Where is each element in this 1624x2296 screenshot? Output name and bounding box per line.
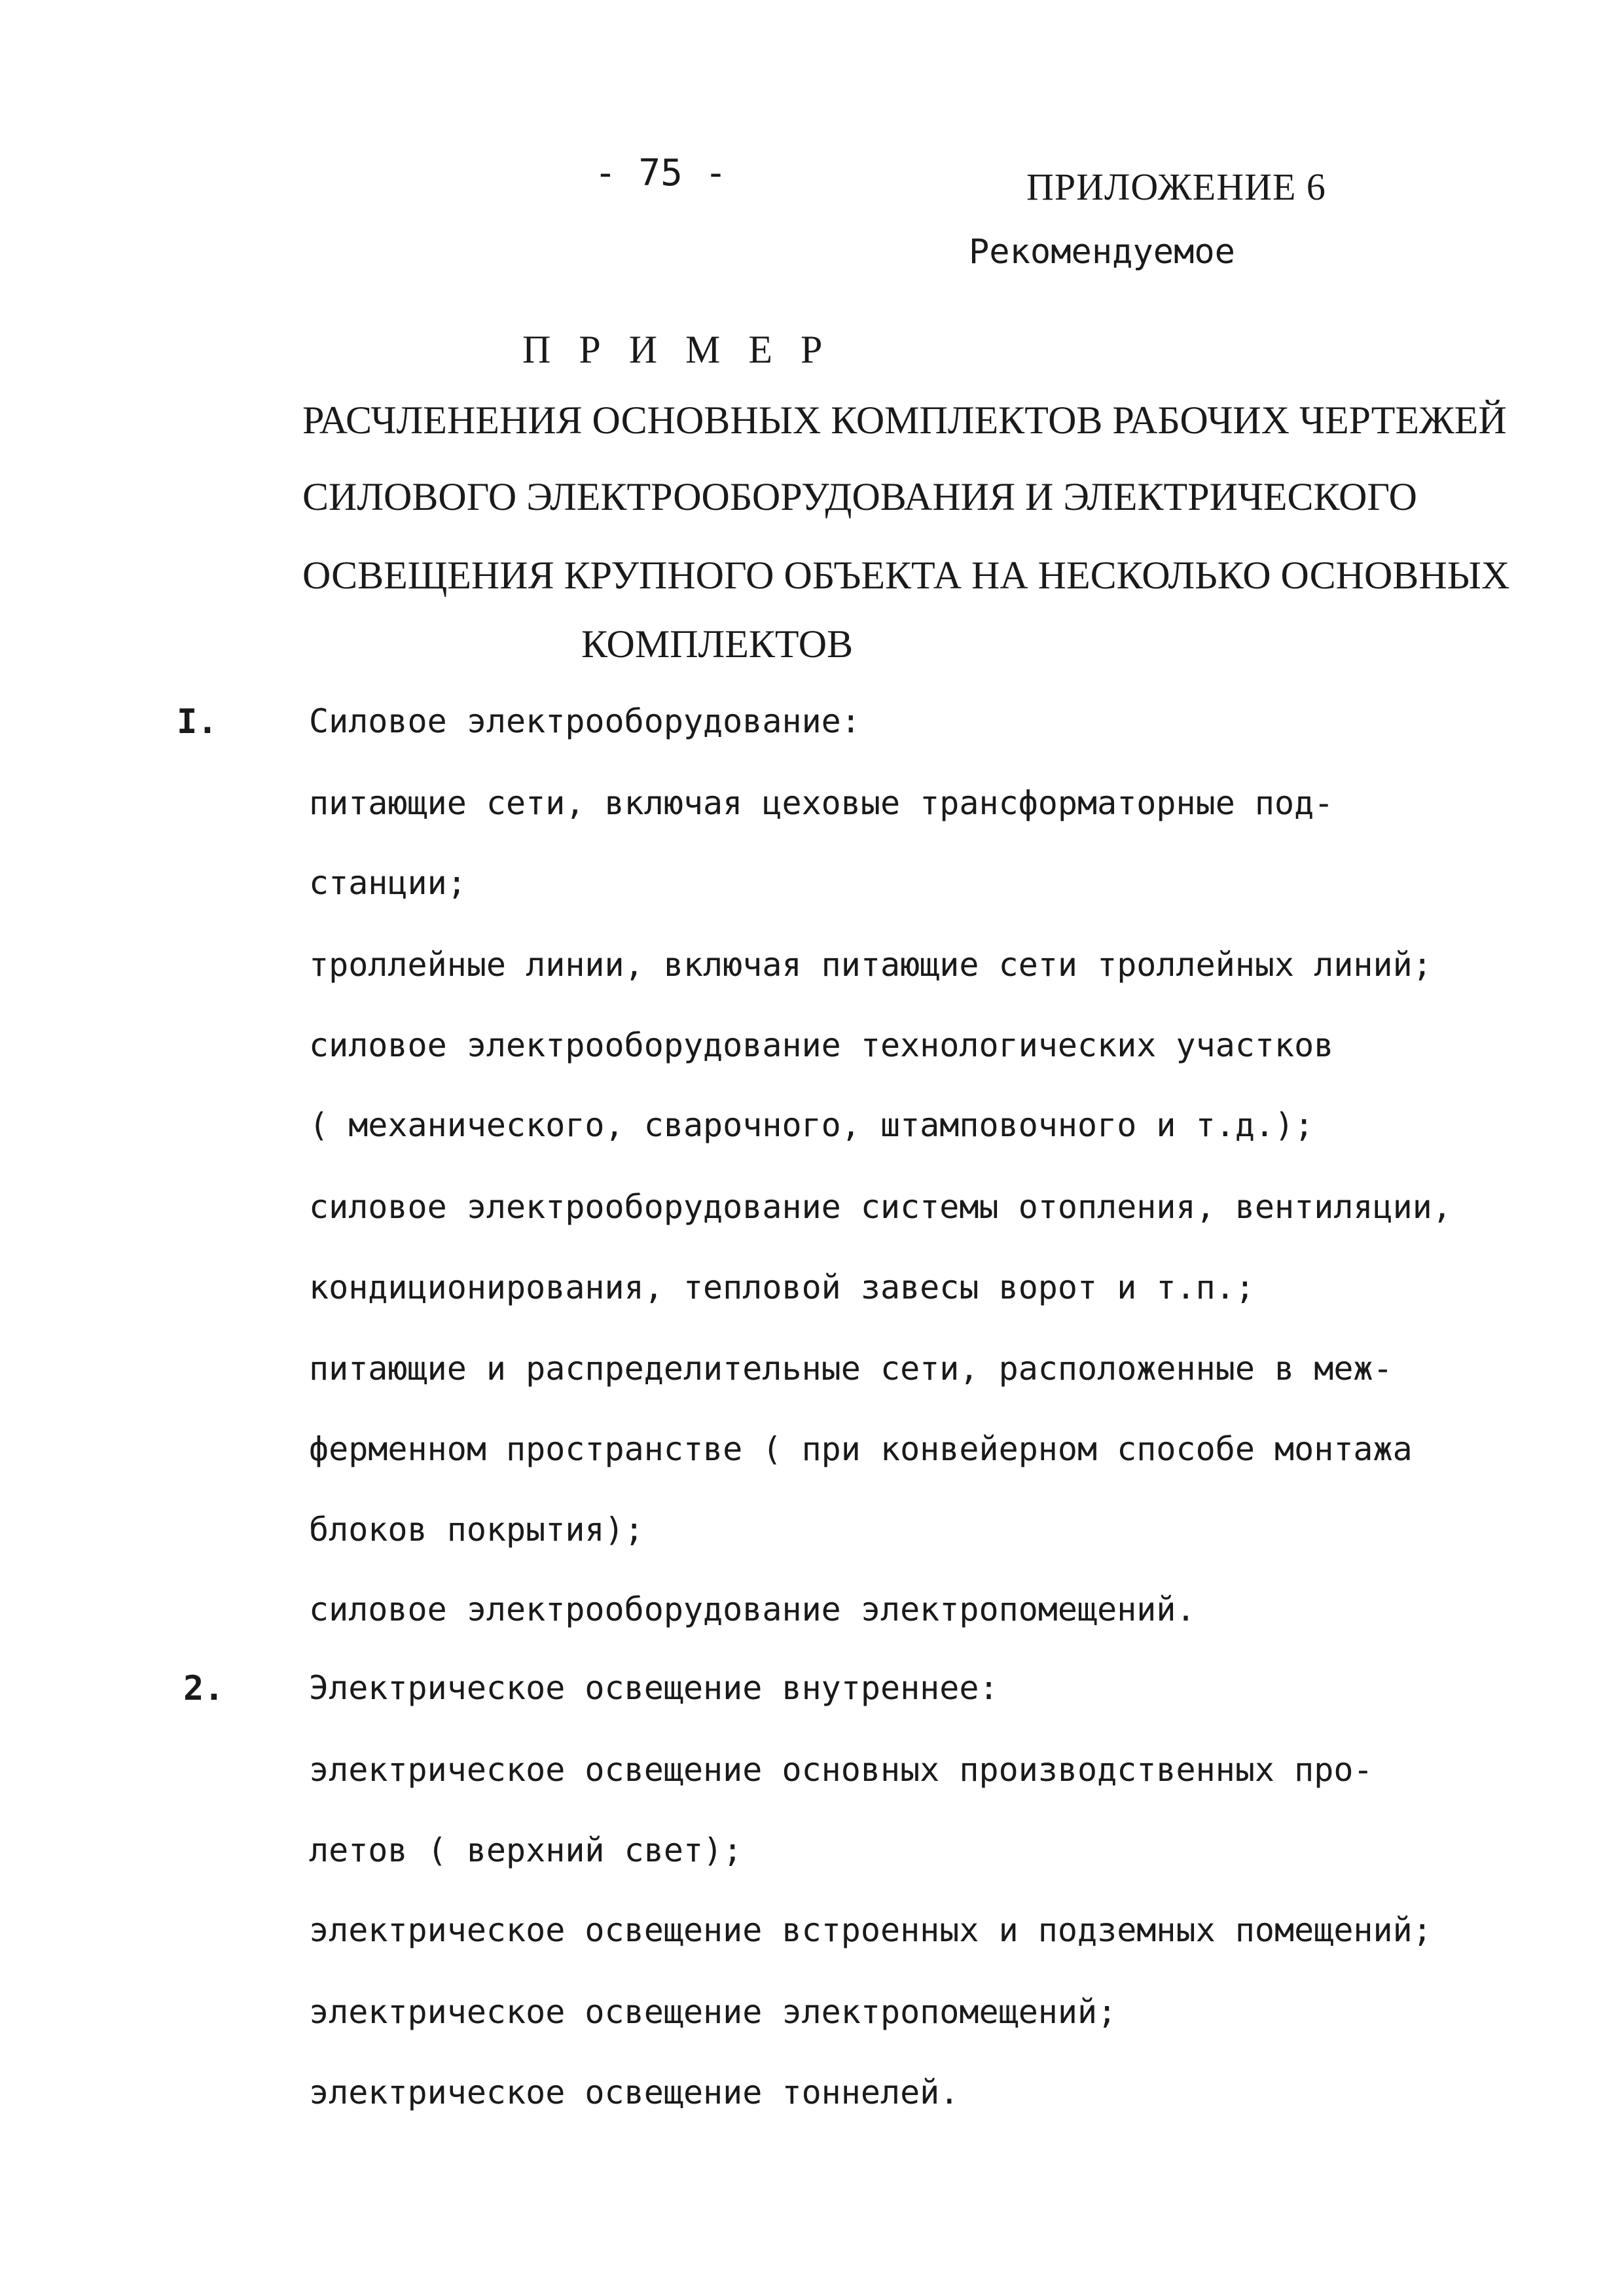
heading-line: КОМПЛЕКТОВ — [581, 622, 854, 666]
page-number: - 75 - — [594, 152, 727, 194]
body-line: троллейные линии, включая питающие сети троллейных линий; — [309, 946, 1432, 984]
body-line: силовое электрооборудование электропомещений. — [309, 1590, 1196, 1628]
body-line: электрическое освещение встроенных и подземных помещений; — [309, 1911, 1432, 1949]
section-number: I. — [177, 702, 218, 742]
body-line: летов ( верхний свет); — [309, 1831, 743, 1869]
appendix-label: ПРИЛОЖЕНИЕ 6 — [1026, 166, 1326, 208]
heading-line: СИЛОВОГО ЭЛЕКТРООБОРУДОВАНИЯ И ЭЛЕКТРИЧЕСКОГО — [302, 475, 1417, 518]
heading-example: П Р И М Е Р — [522, 328, 832, 371]
heading-line: ОСВЕЩЕНИЯ КРУПНОГО ОБЪЕКТА НА НЕСКОЛЬКО ОСНОВНЫХ — [302, 554, 1510, 597]
body-line: электрическое освещение основных производственных про- — [309, 1751, 1373, 1789]
section-number: 2. — [183, 1669, 225, 1708]
body-line: ( механического, сварочного, штамповочного и т.д.); — [309, 1106, 1314, 1144]
body-line: питающие и распределительные сети, расположенные в меж- — [309, 1350, 1393, 1388]
body-line: ферменном пространстве ( при конвейерном способе монтажа — [309, 1430, 1413, 1468]
body-line: силовое электрооборудование технологических участков — [309, 1026, 1334, 1064]
body-line: блоков покрытия); — [309, 1511, 644, 1549]
body-line: питающие сети, включая цеховые трансформаторные под- — [309, 784, 1334, 822]
section-title: Силовое электрооборудование: — [309, 702, 861, 740]
section-title: Электрическое освещение внутреннее: — [309, 1669, 999, 1707]
body-line: силовое электрооборудование системы отопления, вентиляции, — [309, 1188, 1452, 1226]
heading-line: РАСЧЛЕНЕНИЯ ОСНОВНЫХ КОМПЛЕКТОВ РАБОЧИХ ЧЕРТЕЖЕЙ — [302, 399, 1507, 442]
recommended-label: Рекомендуемое — [969, 232, 1235, 272]
body-line: кондиционирования, тепловой завесы ворот и т.п.; — [309, 1268, 1255, 1306]
body-line: электрическое освещение тоннелей. — [309, 2073, 960, 2111]
body-line: электрическое освещение электропомещений; — [309, 1993, 1117, 2031]
body-line: станции; — [309, 864, 467, 902]
